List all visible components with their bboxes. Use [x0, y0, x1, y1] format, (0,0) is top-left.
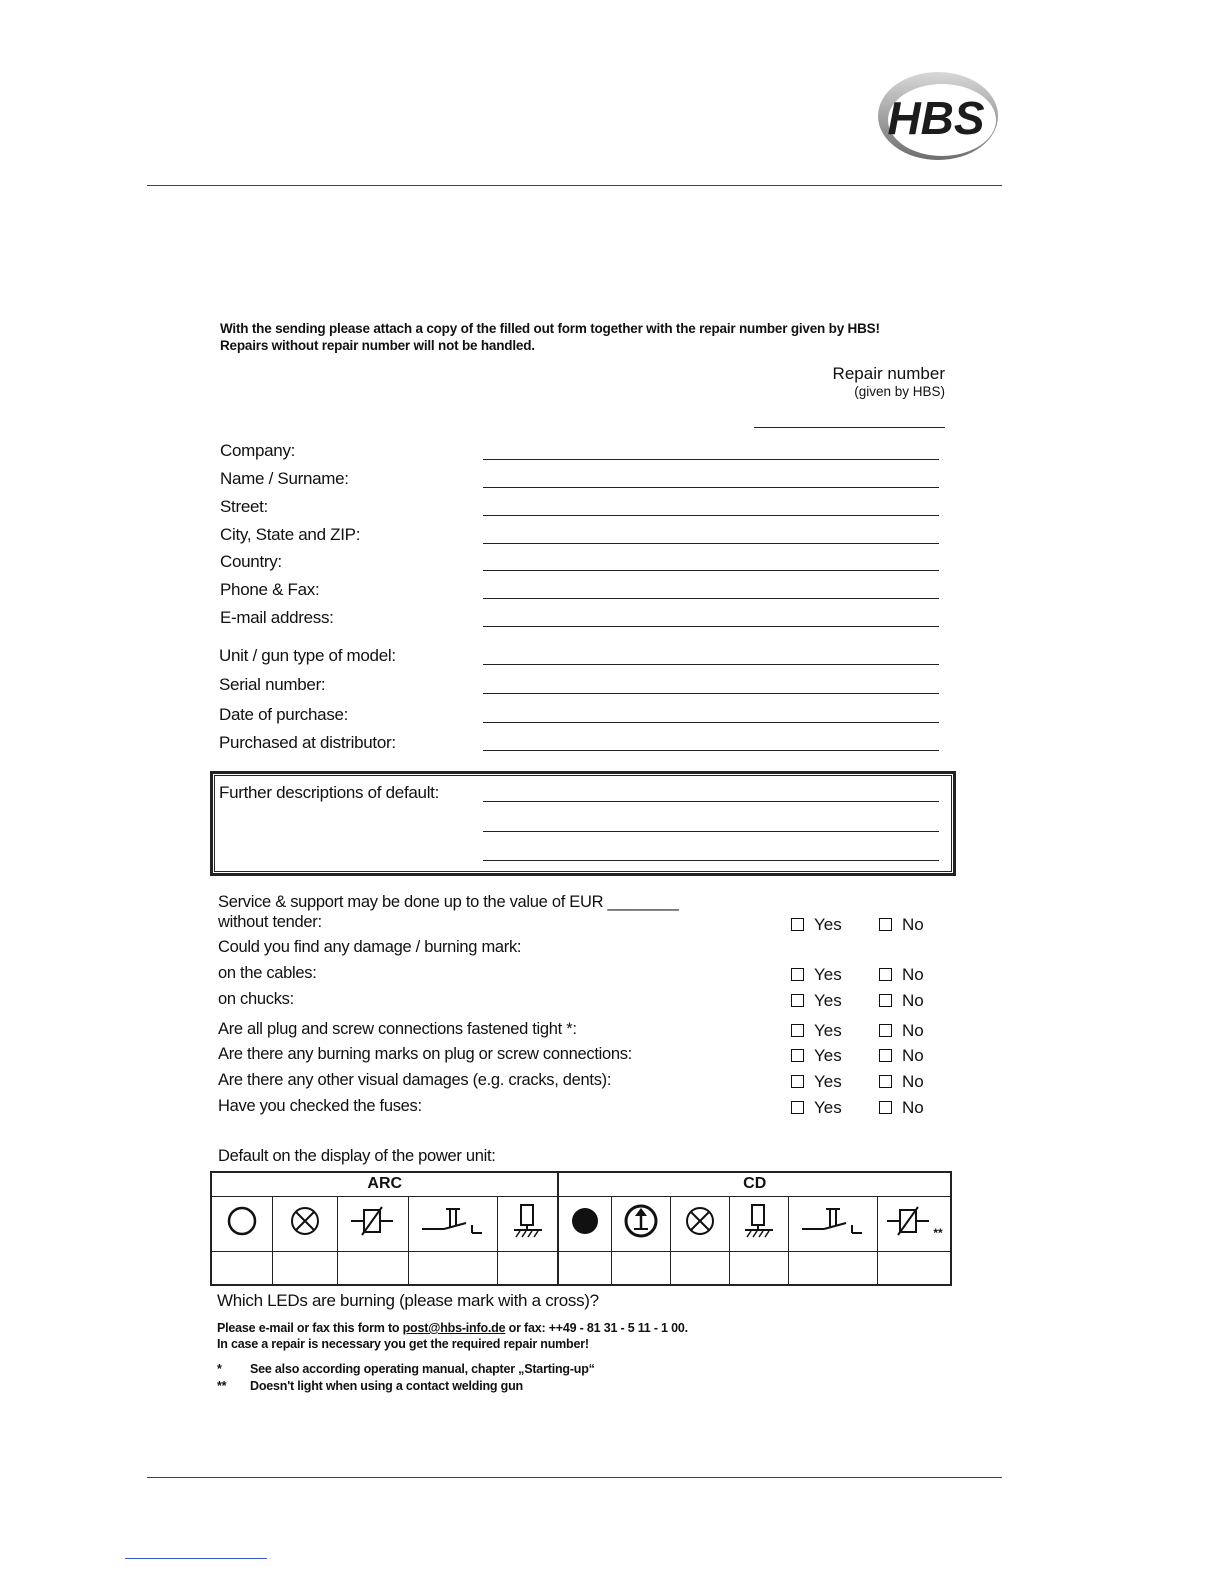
arc-header: ARC	[211, 1172, 558, 1196]
fuses-no[interactable]: No	[879, 1098, 924, 1118]
checkbox-icon	[879, 1049, 892, 1062]
cd-mark-cell-3[interactable]	[671, 1251, 730, 1285]
footnote-2-text: Doesn't light when using a contact welding gun	[250, 1379, 523, 1393]
cd-mark-cell-6[interactable]	[878, 1251, 952, 1285]
description-line-2[interactable]	[483, 831, 939, 832]
contact-suffix: or fax: ++49 - 81 31 - 5 11 - 1 00.	[505, 1321, 688, 1335]
phone-field[interactable]	[483, 598, 939, 599]
intro-line-2: Repairs without repair number will not be handled.	[220, 338, 535, 353]
description-label: Further descriptions of default:	[219, 783, 440, 802]
checkbox-icon	[879, 1024, 892, 1037]
email-label: E-mail address:	[220, 608, 334, 627]
footer-rule	[147, 1477, 1002, 1478]
cd-led-6	[878, 1196, 952, 1251]
checkbox-icon	[879, 994, 892, 1007]
checkbox-icon	[791, 968, 804, 981]
cd-mark-cell-2[interactable]	[612, 1251, 671, 1285]
street-label: Street:	[220, 497, 268, 516]
switch-icon	[800, 1203, 866, 1239]
serial-field[interactable]	[483, 693, 939, 694]
question-connections-tight: Are all plug and screw connections fastened tight *:	[218, 1020, 577, 1038]
ground-icon	[741, 1202, 777, 1240]
company-label: Company:	[220, 441, 296, 460]
visual-no[interactable]: No	[879, 1072, 924, 1092]
cd-mark-cell-4[interactable]	[730, 1251, 789, 1285]
checkbox-icon	[791, 1101, 804, 1114]
circle-cross-icon	[683, 1204, 717, 1238]
service-line-1: Service & support may be done up to the value of EUR ________	[218, 893, 679, 911]
service-yes[interactable]: Yes	[791, 915, 842, 935]
contact-line-2: In case a repair is necessary you get the required repair number!	[217, 1337, 589, 1351]
arc-led-4	[408, 1196, 497, 1251]
switch-icon	[420, 1203, 486, 1239]
intro-line-1: With the sending please attach a copy of the filled out form together with the repair number given by HBS!	[220, 321, 880, 336]
visual-yes[interactable]: Yes	[791, 1072, 842, 1092]
checkbox-icon	[791, 1075, 804, 1088]
chucks-no[interactable]: No	[879, 991, 924, 1011]
tight-no[interactable]: No	[879, 1021, 924, 1041]
phone-label: Phone & Fax:	[220, 580, 320, 599]
serial-label: Serial number:	[219, 675, 326, 694]
checkbox-icon	[879, 1075, 892, 1088]
footnote-1-text: See also according operating manual, chapter „Starting-up“	[250, 1362, 595, 1376]
cd-led-4	[730, 1196, 789, 1251]
fuses-yes[interactable]: Yes	[791, 1098, 842, 1118]
arc-led-2	[272, 1196, 337, 1251]
question-visual-damages: Are there any other visual damages (e.g. cracks, dents):	[218, 1071, 612, 1089]
model-field[interactable]	[483, 664, 939, 665]
cd-header: CD	[558, 1172, 951, 1196]
hbs-logo	[866, 70, 1006, 162]
repair-number-line[interactable]	[754, 427, 945, 428]
svg-text:HBS: HBS	[887, 92, 985, 144]
footnote-2-mark: **	[217, 1379, 227, 1393]
relay-icon	[349, 1203, 397, 1239]
checkbox-icon	[879, 968, 892, 981]
repair-number-title: Repair number	[832, 364, 945, 383]
cables-yes[interactable]: Yes	[791, 965, 842, 985]
question-cables: on the cables:	[218, 964, 317, 982]
arc-mark-cell-4[interactable]	[408, 1251, 497, 1285]
purchase-date-field[interactable]	[483, 722, 939, 723]
cd-led-5	[789, 1196, 878, 1251]
damage-heading: Could you find any damage / burning mark:	[218, 938, 522, 956]
checkbox-icon	[791, 994, 804, 1007]
contact-email-link[interactable]: post@hbs-info.de	[402, 1321, 506, 1335]
ground-icon	[510, 1202, 546, 1240]
service-line-2: without tender:	[218, 913, 322, 931]
circle-cross-icon	[288, 1204, 322, 1238]
name-label: Name / Surname:	[220, 469, 349, 488]
distributor-field[interactable]	[483, 750, 939, 751]
contact-line-1	[217, 1321, 688, 1335]
leds-question: Which LEDs are burning (please mark with a cross)?	[217, 1291, 599, 1310]
cd-mark-cell-1[interactable]	[558, 1251, 611, 1285]
arc-led-3	[337, 1196, 408, 1251]
burning-yes[interactable]: Yes	[791, 1046, 842, 1066]
description-line-1[interactable]	[483, 801, 939, 802]
arc-led-1	[211, 1196, 272, 1251]
email-field[interactable]	[483, 626, 939, 627]
led-table	[210, 1171, 952, 1286]
checkbox-icon	[879, 918, 892, 931]
circle-filled-icon	[568, 1204, 602, 1238]
country-field[interactable]	[483, 570, 939, 571]
cd-led-2	[612, 1196, 671, 1251]
chucks-yes[interactable]: Yes	[791, 991, 842, 1011]
tight-yes[interactable]: Yes	[791, 1021, 842, 1041]
description-line-3[interactable]	[483, 860, 939, 861]
checkbox-icon	[791, 1049, 804, 1062]
street-field[interactable]	[483, 515, 939, 516]
arc-led-5	[497, 1196, 558, 1251]
burning-no[interactable]: No	[879, 1046, 924, 1066]
contact-prefix: Please e-mail or fax this form to	[217, 1321, 403, 1335]
footnote-1-mark: *	[217, 1362, 222, 1376]
distributor-label: Purchased at distributor:	[219, 733, 396, 752]
question-chucks: on chucks:	[218, 990, 294, 1008]
arc-mark-cell-5[interactable]	[497, 1251, 558, 1285]
cd-mark-cell-5[interactable]	[789, 1251, 878, 1285]
repair-number-subtitle: (given by HBS)	[854, 384, 945, 399]
arrow-circle-icon	[622, 1202, 660, 1240]
arc-mark-cell-1[interactable]	[211, 1251, 272, 1285]
circle-empty-icon	[225, 1204, 259, 1238]
header-rule	[147, 185, 1002, 186]
country-label: Country:	[220, 552, 282, 571]
name-field[interactable]	[483, 487, 939, 488]
city-field[interactable]	[483, 543, 939, 544]
cables-no[interactable]: No	[879, 965, 924, 985]
checkbox-icon	[879, 1101, 892, 1114]
city-label: City, State and ZIP:	[220, 525, 361, 544]
question-fuses: Have you checked the fuses:	[218, 1097, 422, 1115]
display-heading: Default on the display of the power unit:	[218, 1147, 496, 1165]
page-link-underline	[125, 1558, 267, 1559]
company-field[interactable]	[483, 459, 939, 460]
cd-led-3	[671, 1196, 730, 1251]
relay-icon	[885, 1203, 933, 1239]
checkbox-icon	[791, 918, 804, 931]
service-no[interactable]: No	[879, 915, 924, 935]
cd-led-1	[558, 1196, 611, 1251]
question-burning-marks: Are there any burning marks on plug or screw connections:	[218, 1045, 632, 1063]
arc-mark-cell-2[interactable]	[272, 1251, 337, 1285]
arc-mark-cell-3[interactable]	[337, 1251, 408, 1285]
cd-footnote-mark: **	[933, 1226, 943, 1240]
model-label: Unit / gun type of model:	[219, 646, 396, 665]
checkbox-icon	[791, 1024, 804, 1037]
purchase-date-label: Date of purchase:	[219, 705, 349, 724]
